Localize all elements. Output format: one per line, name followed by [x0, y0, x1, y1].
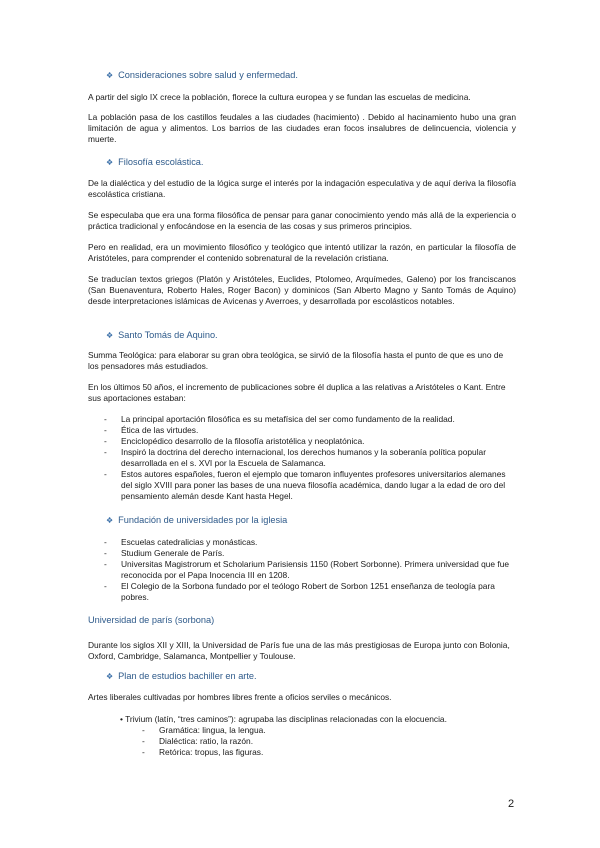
paragraph: La población pasa de los castillos feudales a las ciudades (hacimiento) . Debido al hacinamiento hubo una gran limitación de agua y alimentos. Los barrios de las ciudades eran focos insalubres de delincuencia, violencia y muerte. — [88, 112, 516, 145]
paragraph: Se especulaba que era una forma filosófica de pensar para ganar conocimiento yendo más allá de la experiencia o práctica tradicional y enfocándose en la esencia de las cosas y sus primeros principios. — [88, 210, 516, 232]
diamond-bullet-icon: ❖ — [106, 516, 114, 525]
heading-salud: ❖ Consideraciones sobre salud y enfermedad. — [106, 70, 298, 80]
heading-plan: ❖ Plan de estudios bachiller en arte. — [106, 671, 257, 681]
paragraph: Pero en realidad, era un movimiento filosófico y teológico que intentó utilizar la razón, en particular la filosofía de Aristóteles, para comprender el contenido sobrenatural de la revelación cristiana. — [88, 242, 516, 264]
list-item: - Inspiró la doctrina del derecho internacional, los derechos humanos y la soberanía política popular desarrollada en el s. XVI por la Escuela de Salamanca. — [104, 447, 486, 468]
list-item: - Dialéctica: ratio, la razón. — [142, 736, 254, 747]
list-item: - Ética de las virtudes. — [104, 425, 199, 435]
heading-paris: Universidad de parís (sorbona) — [88, 615, 215, 625]
diamond-bullet-icon: ❖ — [106, 158, 114, 167]
list-item: - Escuelas catedralicias y monásticas. — [104, 537, 258, 547]
list-item: - Enciclopédico desarrollo de la filosofía aristotélica y neoplatónica. — [104, 436, 365, 446]
trivium-sublist — [142, 725, 266, 759]
page-number: 2 — [508, 798, 515, 810]
list-item: - Estos autores españoles, fueron el ejemplo que tomaron influyentes profesores universitarios alemanes del siglo XVIII para poner las bases de una nueva filosofía académica, dando lugar a la edad de oro del pensamiento alemán desde Kant hasta Hegel. — [104, 469, 506, 501]
universidades-list — [104, 537, 514, 603]
list-item: - Studium Generale de París. — [104, 548, 225, 558]
list-item: - Gramática: lingua, la lengua. — [142, 725, 266, 735]
paragraph: Se traducían textos griegos (Platón y Aristóteles, Euclides, Ptolomeo, Arquímedes, Galeno) por los franciscanos (San Buenaventura, Roberto Hales, Roger Bacon) y dominicos (San Alberto Magno y Santo Tomás de Aquino) desde interpretaciones islámicas de Avicenas y Averroes, y desarrollada por escolásticos notables. — [88, 274, 516, 307]
diamond-bullet-icon: ❖ — [106, 331, 114, 340]
list-item: - Universitas Magistrorum et Scholarium Parisiensis 1150 (Robert Sorbonne). Primera universidad que fue reconocida por el Papa Inocencia III en 1208. — [104, 559, 510, 580]
heading-fundacion: ❖ Fundación de universidades por la iglesia — [106, 515, 288, 525]
paragraph: Artes liberales cultivadas por hombres libres frente a oficios serviles o mecánicos. — [88, 692, 392, 702]
paragraph: A partir del siglo IX crece la población, florece la cultura europea y se fundan las escuelas de medicina. — [88, 92, 471, 102]
aportaciones-list — [104, 414, 514, 502]
list-item: - Retórica: tropus, las figuras. — [142, 747, 264, 758]
list-item: - El Colegio de la Sorbona fundado por el teólogo Robert de Sorbon 1251 enseñanza de teología para pobres. — [104, 581, 495, 602]
paragraph: De la dialéctica y del estudio de la lógica surge el interés por la indagación especulativa y de aquí deriva la filosofía escolástica cristiana. — [88, 178, 516, 200]
list-item: - La principal aportación filosófica es su metafísica del ser como fundamento de la realidad. — [104, 414, 455, 424]
heading-escolastica: ❖ Filosofía escolástica. — [106, 157, 204, 167]
paragraph: En los últimos 50 años, el incremento de publicaciones sobre él duplica a las relativas a Aristóteles o Kant. Entre sus aportaciones estaban: — [88, 382, 506, 404]
trivium-item: • Trivium (latín, “tres caminos”): agrupaba las disciplinas relacionadas con la elocuencia. — [120, 714, 447, 724]
diamond-bullet-icon: ❖ — [106, 672, 114, 681]
paragraph: Summa Teológica: para elaborar su gran obra teológica, se sirvió de la filosofía hasta el punto de que es uno de los pensadores más estudiados. — [88, 350, 504, 372]
heading-tomas: ❖ Santo Tomás de Aquino. — [106, 330, 218, 340]
diamond-bullet-icon: ❖ — [106, 71, 114, 80]
paragraph: Durante los siglos XII y XIII, la Universidad de París fue una de las más prestigiosas de Europa junto con Bolonia, Oxford, Cambridge, Salamanca, Montpellier y Toulouse. — [88, 640, 510, 662]
